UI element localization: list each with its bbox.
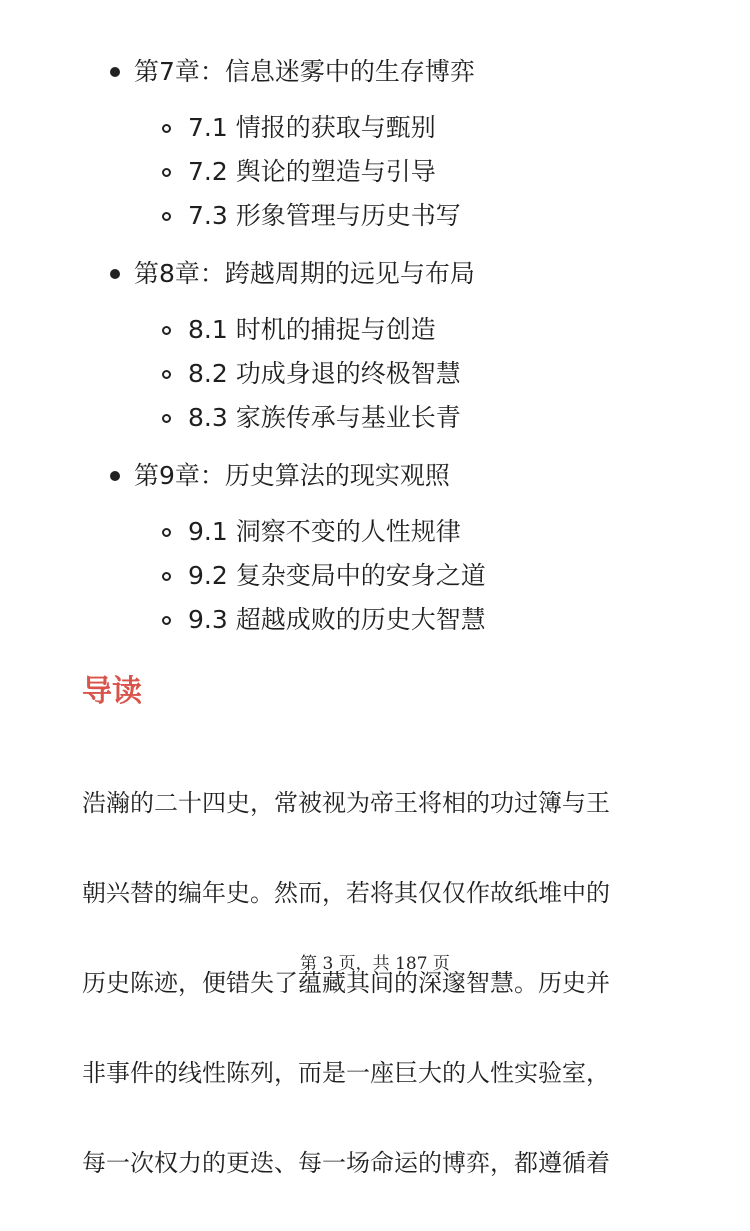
toc-section-8-3: 8.3 家族传承与基业长青: [188, 403, 461, 432]
toc-section-9-2: 9.2 复杂变局中的安身之道: [188, 561, 486, 590]
toc-section-9-3: 9.3 超越成败的历史大智慧: [188, 605, 486, 634]
circle-bullet-icon: [162, 616, 171, 625]
circle-bullet-icon: [162, 212, 171, 221]
bullet-icon: [110, 67, 120, 77]
toc-chapter-8: 第8章：跨越周期的远见与布局: [134, 259, 475, 288]
circle-bullet-icon: [162, 414, 171, 423]
toc-section-7-2: 7.2 舆论的塑造与引导: [188, 157, 436, 186]
paragraph-line: 浩瀚的二十四史，常被视为帝王将相的功过簿与王: [82, 789, 610, 817]
toc-chapter-7: 第7章：信息迷雾中的生存博弈: [134, 57, 475, 86]
circle-bullet-icon: [162, 326, 171, 335]
toc-section-8-1: 8.1 时机的捕捉与创造: [188, 315, 436, 344]
paragraph-line: 历史陈迹，便错失了蕴藏其间的深邃智慧。历史并: [82, 969, 610, 997]
bullet-icon: [110, 471, 120, 481]
circle-bullet-icon: [162, 168, 171, 177]
intro-paragraph: [82, 736, 670, 1231]
toc-section-7-3: 7.3 形象管理与历史书写: [188, 201, 461, 230]
paragraph-line: 每一次权力的更迭、每一场命运的博弈，都遵循着: [82, 1149, 610, 1177]
circle-bullet-icon: [162, 528, 171, 537]
bullet-icon: [110, 269, 120, 279]
toc-section-7-1: 7.1 情报的获取与甄别: [188, 113, 436, 142]
circle-bullet-icon: [162, 370, 171, 379]
paragraph-line: 朝兴替的编年史。然而，若将其仅仅作故纸堆中的: [82, 879, 610, 907]
toc-chapter-9: 第9章：历史算法的现实观照: [134, 461, 450, 490]
circle-bullet-icon: [162, 124, 171, 133]
circle-bullet-icon: [162, 572, 171, 581]
page-number-footer: 第 3 页，共 187 页: [300, 954, 450, 974]
paragraph-line: 非事件的线性陈列，而是一座巨大的人性实验室，: [82, 1059, 610, 1087]
toc-section-8-2: 8.2 功成身退的终极智慧: [188, 359, 461, 388]
section-heading-intro: 导读: [82, 674, 142, 709]
toc-section-9-1: 9.1 洞察不变的人性规律: [188, 517, 461, 546]
